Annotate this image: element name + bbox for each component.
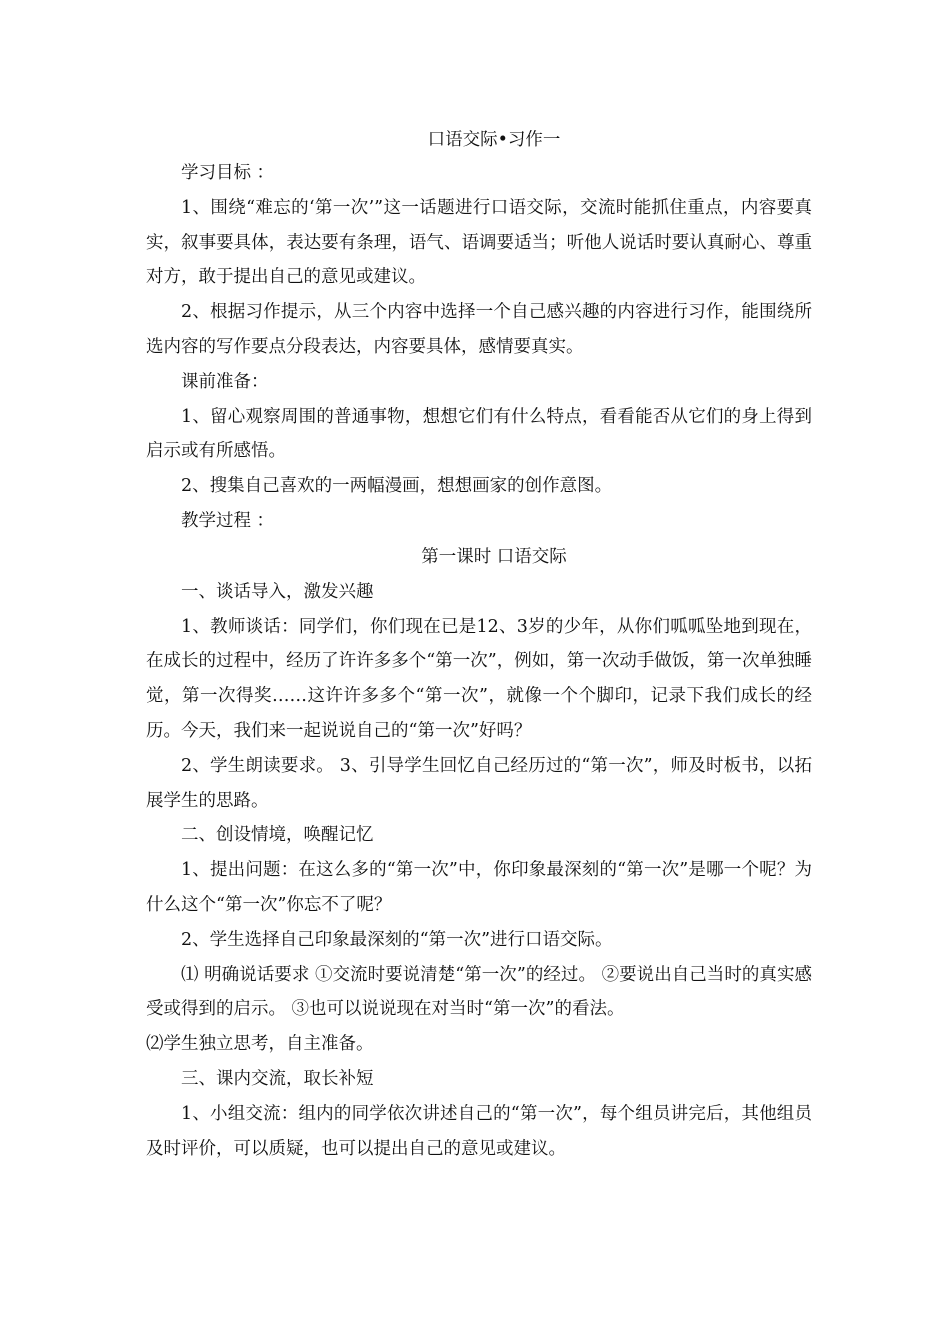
document-title: 口语交际•习作一: [427, 130, 561, 150]
part1-heading: 一、谈话导入，激发兴趣: [181, 581, 374, 602]
part1-item-1: 1、教师谈话：同学们，你们现在已是12、3岁的少年，从你们呱呱坠地到现在，在成长的过程中，经历了许许多多个“第一次”，例如，第一次动手做饭，第一次单独睡觉，第一次得奖……这许许多多个“第一次”，就像一个个脚印，记录下我们成长的经历。今天，我们来一起说说自己的“第一次”好吗？: [146, 616, 812, 741]
prep-item-1: 1、留心观察周围的普通事物，想想它们有什么特点，看看能否从它们的身上得到启示或有所感悟。: [146, 406, 812, 462]
goal-item-1: 1、围绕“难忘的‘第一次’”这一话题进行口语交际，交流时能抓住重点，内容要真实，叙事要具体，表达要有条理，语气、语调要适当；听他人说话时要认真耐心、尊重对方，敢于提出自己的意见或建议。: [146, 197, 812, 288]
part2-item-1: 1、提出问题：在这么多的“第一次”中，你印象最深刻的“第一次”是哪一个呢？为什么这个“第一次”你忘不了呢？: [146, 860, 812, 915]
part3-heading: 三、课内交流，取长补短: [181, 1068, 374, 1089]
goal-item-2: 2、根据习作提示，从三个内容中选择一个自己感兴趣的内容进行习作，能围绕所选内容的写作要点分段表达，内容要具体，感情要真实。: [146, 302, 812, 357]
part2-heading: 二、创设情境，唤醒记忆: [181, 825, 374, 846]
prep-item-2: 2、搜集自己喜欢的一两幅漫画，想想画家的创作意图。: [181, 476, 613, 497]
part1-item-2: 2、学生朗读要求。 3、引导学生回忆自己经历过的“第一次”，师及时板书，以拓展学生的思路。: [146, 755, 812, 811]
part2-item-2: 2、学生选择自己印象最深刻的“第一次”进行口语交际。: [181, 929, 613, 950]
lesson-title: 第一课时 口语交际: [421, 546, 567, 567]
part2-item-3: ⑴ 明确说话要求 ①交流时要说清楚“第一次”的经过。 ②要说出自己当时的真实感受或得到的启示。 ③也可以说说现在对当时“第一次”的看法。: [146, 964, 812, 1020]
prep-heading: 课前准备：: [181, 371, 269, 392]
process-heading: 教学过程 ：: [181, 510, 275, 531]
document-body: [146, 124, 812, 1166]
part2-item-4: ⑵学生独立思考，自主准备。: [146, 1034, 374, 1055]
part3-item-1: 1、小组交流：组内的同学依次讲述自己的“第一次”，每个组员讲完后，其他组员及时评价，可以质疑，也可以提出自己的意见或建议。: [146, 1103, 812, 1159]
section-goals-heading: 学习目标 ：: [181, 163, 275, 183]
